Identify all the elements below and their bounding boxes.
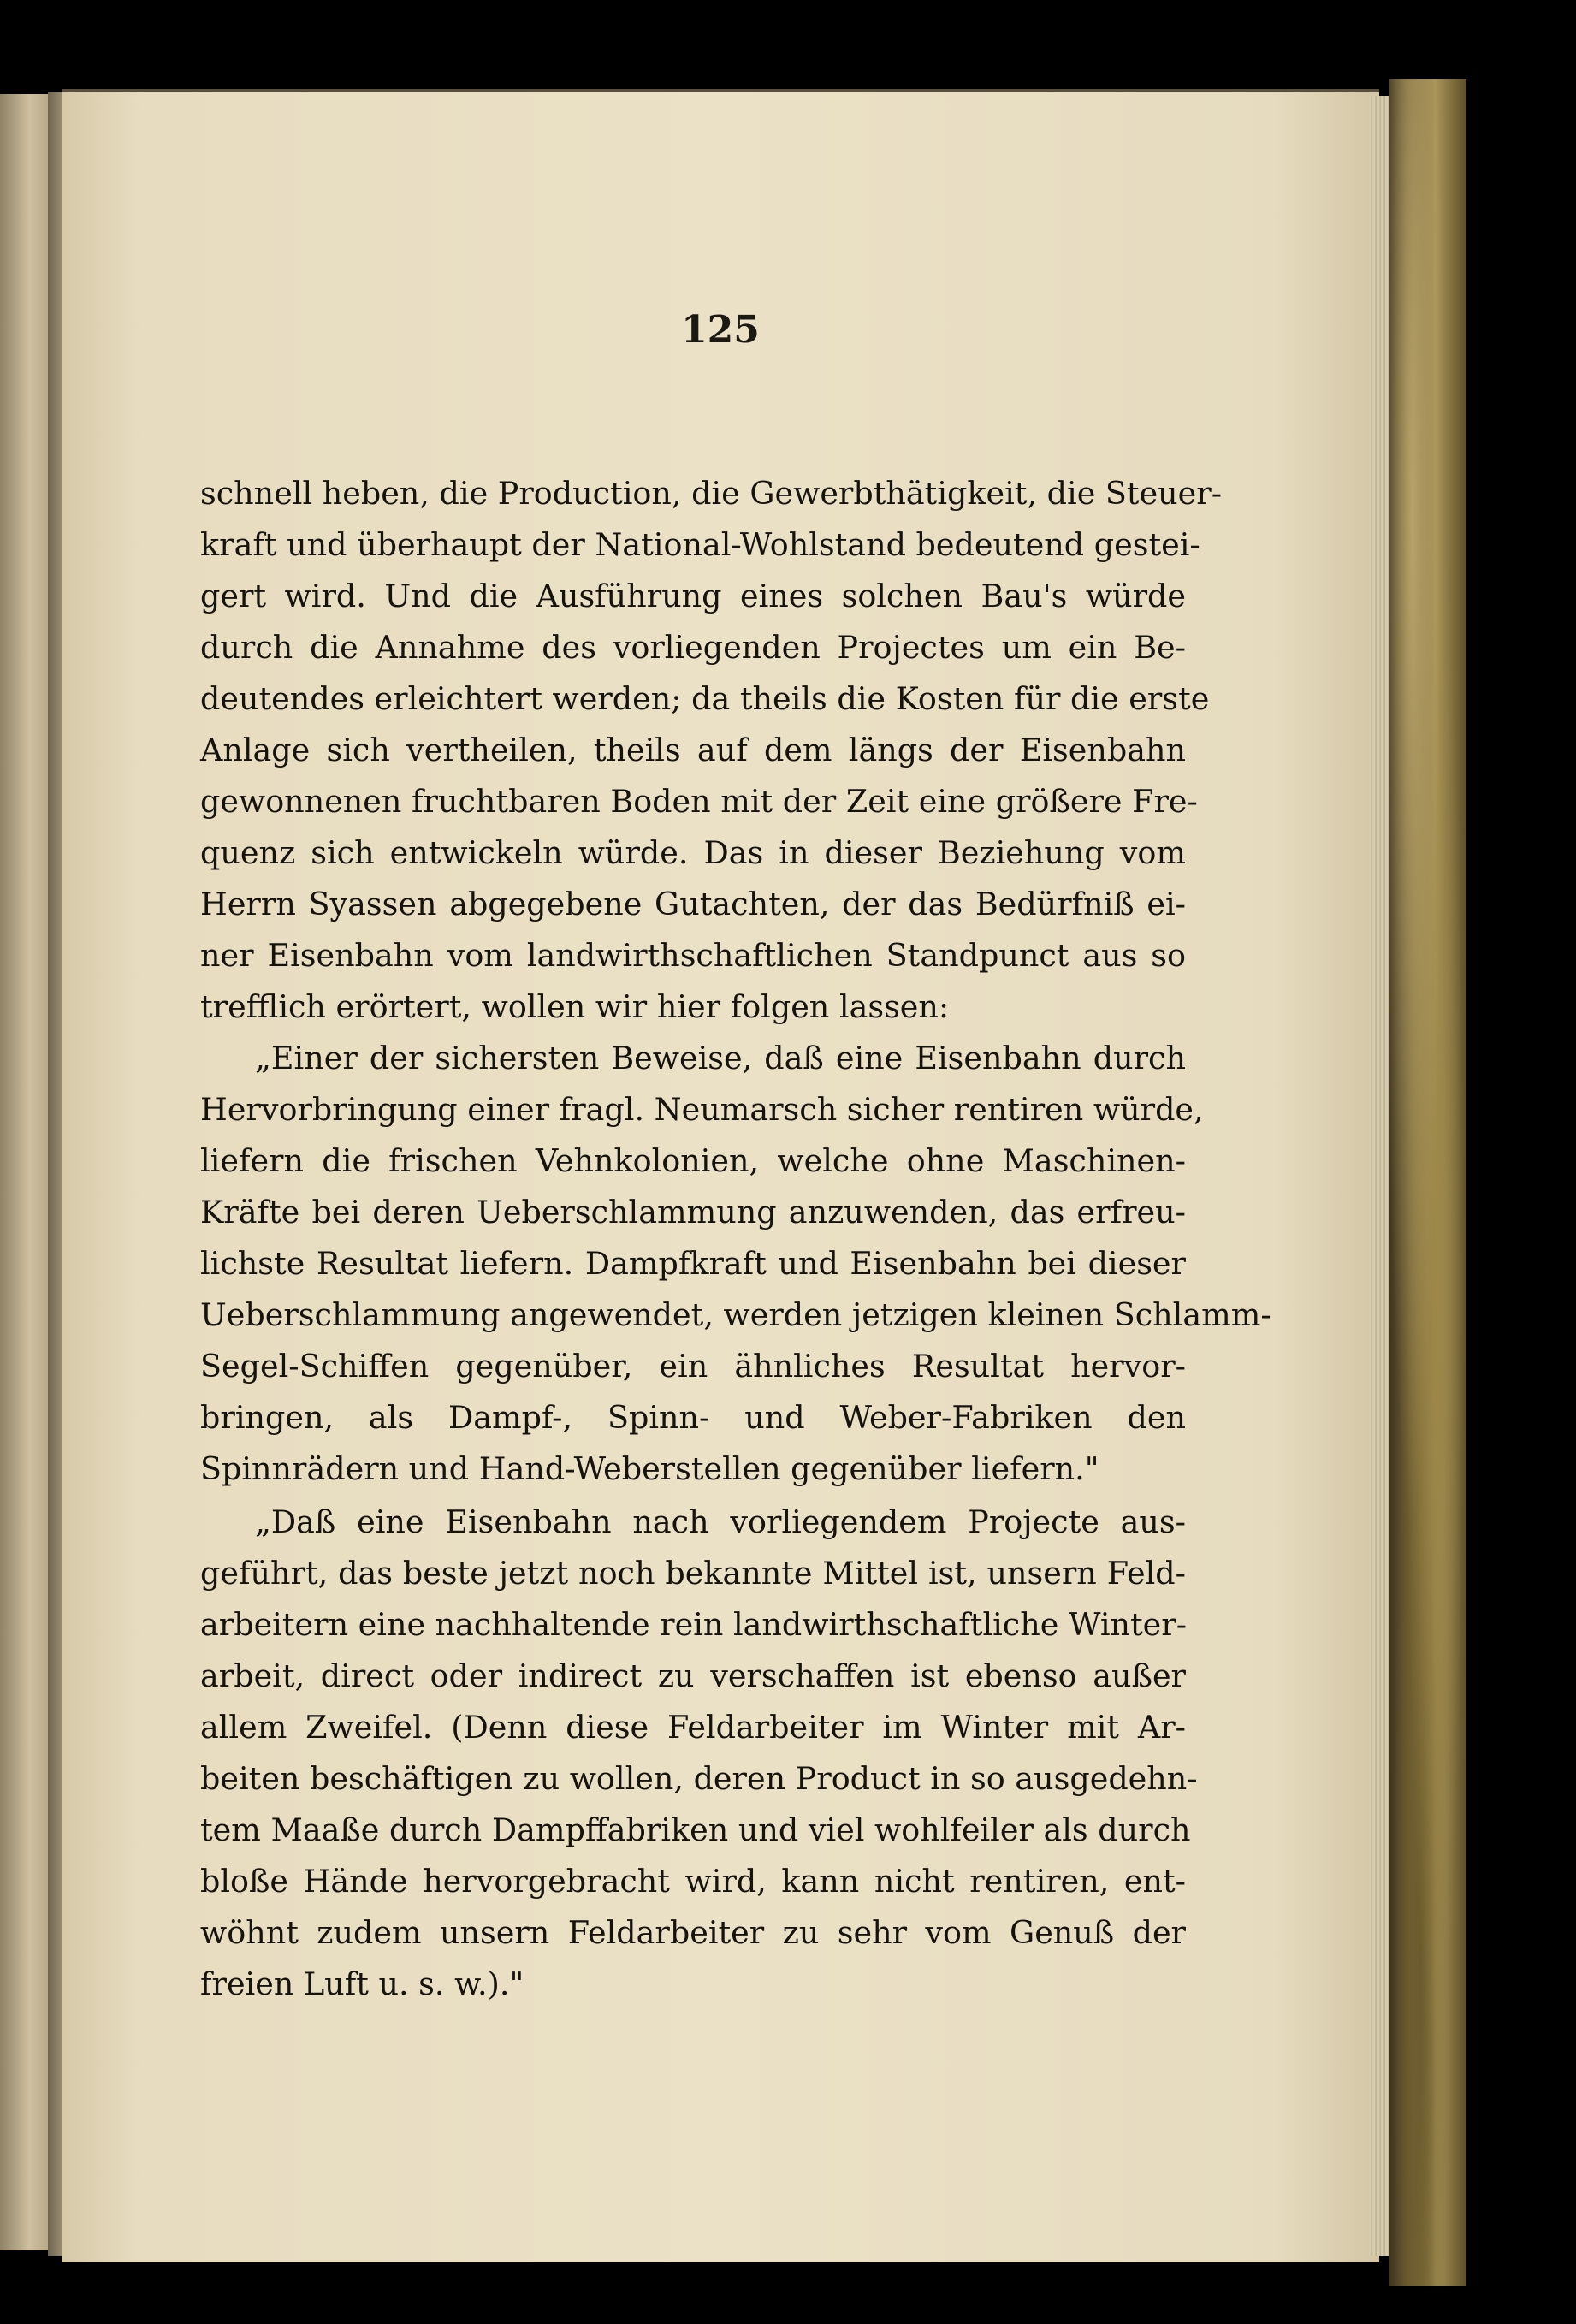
text-line: „Daß eine Eisenbahn nach vorliegendem Projecte aus- [255,1503,1186,1540]
text-line: arbeit, direct oder indirect zu verschaffen ist ebenso außer [200,1657,1186,1694]
text-line: trefflich erörtert, wollen wir hier folgen lassen: [200,988,950,1025]
facing-page-edge [0,94,53,2250]
text-line: wöhnt zudem unsern Feldarbeiter zu sehr vom Genuß der [200,1914,1186,1951]
text-line: „Einer der sichersten Beweise, daß eine Eisenbahn durch [255,1040,1186,1076]
text-line: ner Eisenbahn vom landwirthschaftlichen Standpunct aus so [200,937,1186,974]
text-line: beiten beschäftigen zu wollen, deren Product in so ausgedehn- [200,1760,1198,1797]
text-line: deutendes erleichtert werden; da theils die Kosten für die erste [200,680,1210,717]
text-line: arbeitern eine nachhaltende rein landwirthschaftliche Winter- [200,1606,1188,1643]
text-line: schnell heben, die Production, die Gewerbthätigkeit, die Steuer- [200,475,1223,512]
text-line: Hervorbringung einer fragl. Neumarsch sicher rentiren würde, [200,1091,1204,1128]
text-line: gert wird. Und die Ausführung eines solchen Bau's würde [200,578,1186,614]
page-number: 125 [681,308,760,352]
text-line: gewonnenen fruchtbaren Boden mit der Zeit eine größere Fre- [200,783,1198,820]
text-line: Kräfte bei deren Ueberschlammung anzuwenden, das erfreu- [200,1194,1186,1230]
text-line: allem Zweifel. (Denn diese Feldarbeiter im Winter mit Ar- [200,1709,1186,1746]
text-line: freien Luft u. s. w.)." [200,1965,524,2002]
text-line: kraft und überhaupt der National-Wohlstand bedeutend gestei- [200,526,1200,563]
text-line: bringen, als Dampf-, Spinn- und Weber-Fabriken den [200,1399,1186,1436]
text-line: Anlage sich vertheilen, theils auf dem längs der Eisenbahn [200,732,1186,768]
text-line: Segel-Schiffen gegenüber, ein ähnliches Resultat hervor- [200,1348,1186,1384]
text-line: Herrn Syassen abgegebene Gutachten, der das Bedürfniß ei- [200,886,1186,922]
text-line: geführt, das beste jetzt noch bekannte Mittel ist, unsern Feld- [200,1555,1186,1592]
text-line: lichste Resultat liefern. Dampfkraft und Eisenbahn bei dieser [200,1245,1186,1282]
marbled-cover-edge [1389,79,1466,2286]
text-line: tem Maaße durch Dampffabriken und viel wohlfeiler als durch [200,1811,1191,1848]
page [62,89,1379,2262]
text-line: durch die Annahme des vorliegenden Projectes um ein Be- [200,629,1186,666]
text-line: bloße Hände hervorgebracht wird, kann nicht rentiren, ent- [200,1863,1186,1900]
text-line: Ueberschlammung angewendet, werden jetzigen kleinen Schlamm- [200,1296,1271,1333]
text-line: Spinnrädern und Hand-Weberstellen gegenüber liefern." [200,1450,1099,1487]
text-line: liefern die frischen Vehnkolonien, welche ohne Maschinen- [200,1142,1186,1179]
text-line: quenz sich entwickeln würde. Das in dieser Beziehung vom [200,834,1186,871]
